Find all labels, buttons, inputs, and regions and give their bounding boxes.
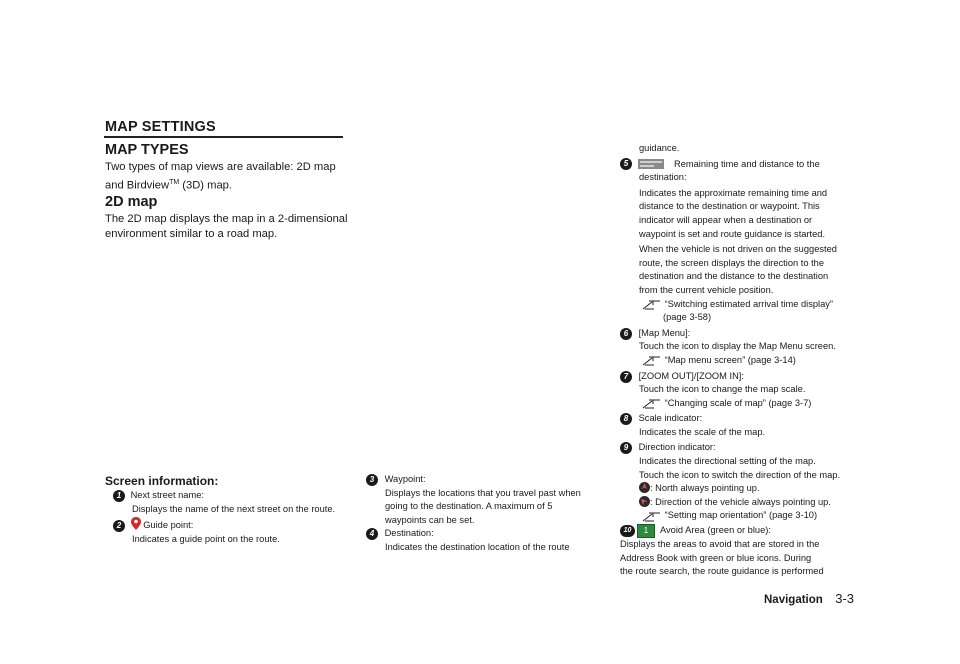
reference-text: “Map menu screen” (page 3-14) bbox=[664, 354, 796, 365]
desc-line: the route search, the route guidance is performed bbox=[620, 566, 824, 577]
callout-marker: 9 bbox=[620, 442, 632, 454]
avoid-area-badge: 1 bbox=[643, 526, 649, 536]
item-label: Waypoint: bbox=[384, 474, 426, 484]
item-desc: Indicates the scale of the map. bbox=[639, 426, 766, 437]
desc-line: destination and the distance to the destination bbox=[639, 271, 829, 282]
callout-marker: 7 bbox=[620, 371, 632, 383]
page-reference bbox=[642, 509, 852, 523]
avoid-area-icon bbox=[637, 524, 655, 538]
page-footer bbox=[764, 590, 854, 608]
list-item bbox=[620, 327, 852, 368]
item-desc: Touch the icon to display the Map Menu screen. bbox=[639, 341, 836, 352]
heading-up-icon bbox=[639, 496, 650, 507]
reference-text: “Switching estimated arrival time display” bbox=[664, 298, 834, 309]
item-desc: going to the destination. A maximum of 5 bbox=[385, 501, 553, 512]
heading-up-row bbox=[639, 496, 852, 510]
list-item bbox=[620, 158, 852, 325]
item-label: [ZOOM OUT]/[ZOOM IN]: bbox=[638, 370, 744, 381]
guide-point-icon bbox=[131, 517, 141, 530]
reference-arrow-icon bbox=[642, 298, 662, 310]
callout-marker: 1 bbox=[113, 490, 125, 502]
item-desc bbox=[620, 538, 852, 579]
callout-marker: 3 bbox=[366, 474, 378, 486]
item-label: Avoid Area (green or blue): bbox=[660, 525, 771, 536]
intro-3d: (3D) map. bbox=[179, 180, 233, 193]
desc-line: When the vehicle is not driven on the suggested bbox=[639, 244, 837, 255]
map-2d-heading: 2D map bbox=[105, 194, 158, 210]
item-desc: Indicates the destination location of the route bbox=[385, 541, 570, 552]
desc-line: waypoint is set and route guidance is started. bbox=[639, 228, 826, 239]
list-item bbox=[620, 412, 852, 439]
footer-section: Navigation bbox=[764, 594, 823, 606]
callout-marker: 8 bbox=[620, 413, 632, 425]
trademark: TM bbox=[169, 179, 180, 187]
continued-text: guidance. bbox=[639, 143, 680, 153]
list-item bbox=[113, 517, 353, 546]
callout-marker: 4 bbox=[366, 528, 378, 540]
item-label: Destination: bbox=[384, 528, 434, 539]
desc-line: distance to the destination or waypoint. This bbox=[639, 201, 820, 212]
map-types-heading: MAP TYPES bbox=[105, 142, 189, 158]
heading-up-text: : Direction of the vehicle always pointing up. bbox=[650, 496, 831, 507]
desc-line: Displays the areas to avoid that are stored in the bbox=[620, 539, 820, 550]
item-label: Remaining time and distance to the bbox=[674, 158, 820, 169]
item-label: destination: bbox=[639, 172, 687, 183]
desc-line: route, the screen displays the direction to the bbox=[639, 257, 825, 268]
list-item bbox=[620, 524, 852, 579]
page-reference bbox=[642, 354, 852, 368]
item-desc: Indicates the directional setting of the map. bbox=[639, 456, 816, 467]
page-number: 3-3 bbox=[835, 591, 855, 606]
callout-marker: 2 bbox=[113, 520, 125, 532]
desc-line: from the current vehicle position. bbox=[639, 284, 774, 295]
page-reference bbox=[642, 397, 852, 411]
map-2d-line-2: environment similar to a road map. bbox=[105, 228, 278, 241]
list-item bbox=[620, 370, 852, 411]
section-title: MAP SETTINGS bbox=[105, 119, 216, 135]
right-column bbox=[620, 142, 852, 579]
item-label: [Map Menu]: bbox=[638, 327, 691, 338]
callout-marker: 10 bbox=[620, 525, 635, 537]
intro-line-1: Two types of map views are available: 2D map bbox=[105, 161, 336, 173]
reference-text: “Setting map orientation” (page 3-10) bbox=[664, 510, 818, 521]
item-desc: Displays the name of the next street on the route. bbox=[132, 503, 336, 514]
desc-line: indicator will appear when a destination or bbox=[639, 214, 813, 225]
reference-arrow-icon bbox=[642, 397, 662, 409]
section-divider bbox=[104, 136, 343, 138]
callout-marker: 6 bbox=[620, 328, 632, 340]
reference-arrow-icon bbox=[642, 510, 662, 522]
item-desc: Touch the icon to switch the direction of the map. bbox=[639, 469, 841, 480]
item-desc bbox=[639, 187, 852, 241]
page-reference bbox=[642, 298, 852, 325]
item-desc: Indicates a guide point on the route. bbox=[132, 533, 280, 544]
callout-marker: 5 bbox=[620, 158, 632, 170]
item-label: Scale indicator: bbox=[638, 413, 703, 424]
remaining-time-icon bbox=[638, 159, 664, 169]
item-desc bbox=[639, 243, 852, 297]
map-2d-paragraph bbox=[105, 212, 350, 243]
north-up-row bbox=[639, 482, 852, 496]
desc-line: Address Book with green or blue icons. During bbox=[620, 552, 812, 563]
reference-page: (page 3-58) bbox=[663, 312, 712, 323]
item-label: Direction indicator: bbox=[638, 442, 716, 453]
map-2d-line-1: The 2D map displays the map in a 2-dimensional bbox=[105, 213, 348, 225]
list-item bbox=[366, 473, 598, 555]
north-up-icon bbox=[639, 482, 650, 493]
item-label: Next street name: bbox=[130, 490, 204, 500]
intro-birdview: and Birdview bbox=[105, 180, 170, 193]
north-up-text: : North always pointing up. bbox=[650, 483, 760, 494]
reference-text: “Changing scale of map” (page 3-7) bbox=[664, 397, 812, 408]
reference-arrow-icon bbox=[642, 354, 662, 366]
list-item bbox=[620, 441, 852, 523]
screen-info-heading: Screen information: bbox=[105, 474, 219, 488]
list-item bbox=[113, 489, 353, 516]
item-desc: waypoints can be set. bbox=[385, 514, 475, 525]
intro-paragraph bbox=[105, 160, 345, 195]
item-label: Guide point: bbox=[143, 520, 194, 530]
item-desc: Touch the icon to change the map scale. bbox=[639, 384, 806, 395]
desc-line: Indicates the approximate remaining time and bbox=[639, 187, 828, 198]
item-desc: Displays the locations that you travel past when bbox=[385, 487, 581, 498]
intro-line-2 bbox=[105, 175, 345, 194]
